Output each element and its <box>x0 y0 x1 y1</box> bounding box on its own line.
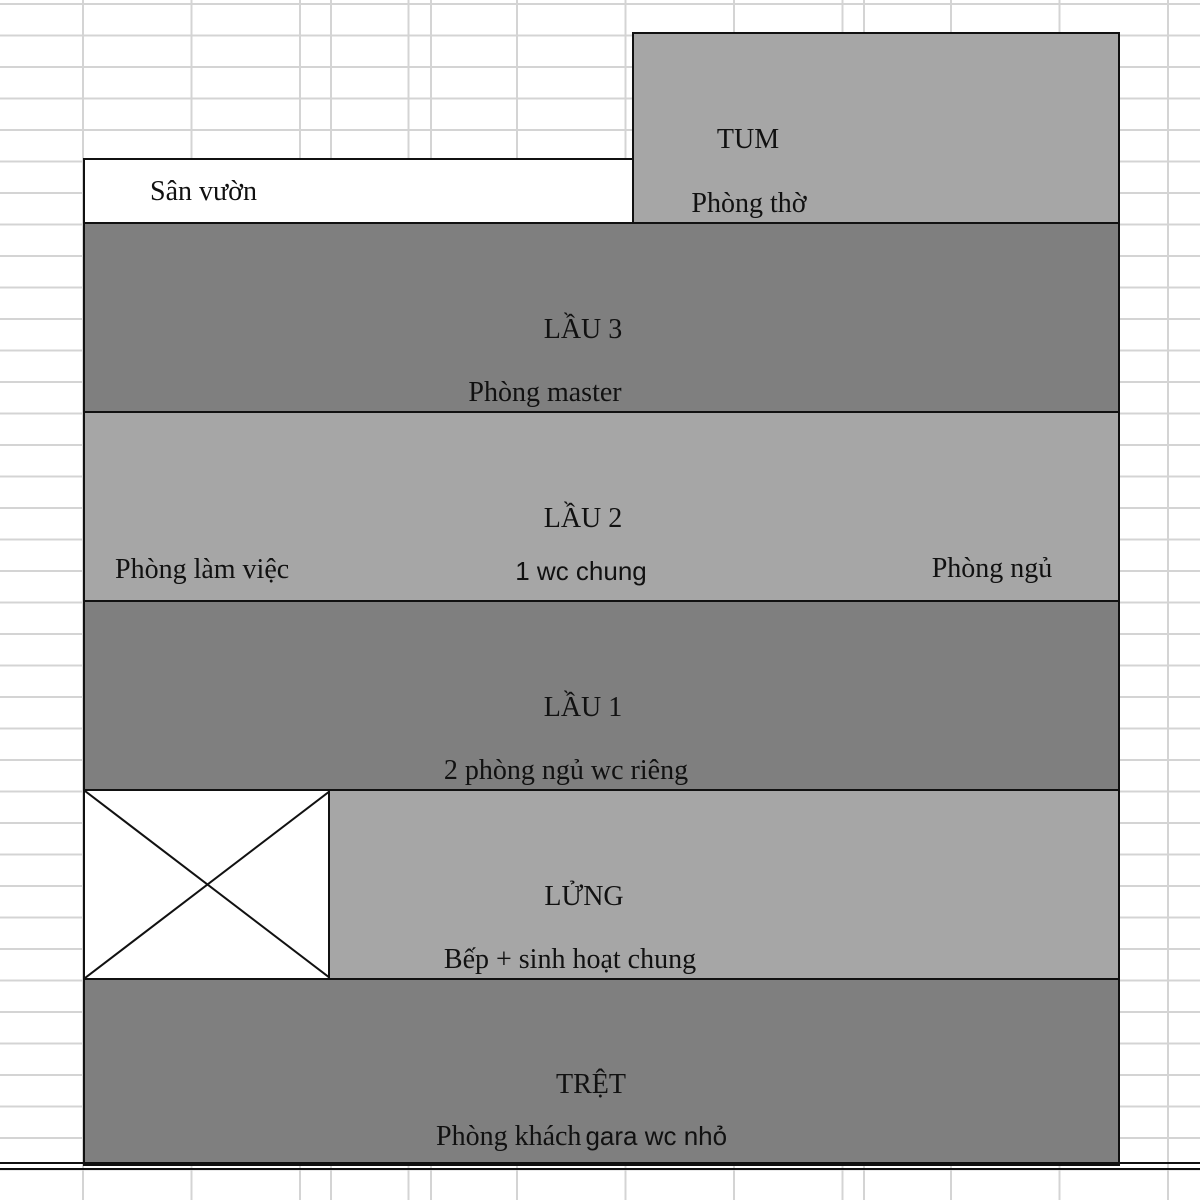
lau3-room: Phòng master <box>468 377 622 408</box>
void-cross-icon <box>85 791 330 978</box>
ground-line <box>0 1162 1200 1164</box>
lau1-title: LẦU 1 <box>543 692 623 723</box>
lung-title: LỬNG <box>544 881 624 912</box>
tum-title: TUM <box>716 124 780 155</box>
lau3-title: LẦU 3 <box>543 314 623 345</box>
tret-title: TRỆT <box>556 1069 626 1100</box>
lau2-title: LẦU 2 <box>543 503 623 534</box>
ground-line <box>0 1168 1200 1170</box>
lung-room: Bếp + sinh hoạt chung <box>443 944 697 975</box>
garden-label: Sân vườn <box>150 176 257 207</box>
lau2-room-center: 1 wc chung <box>515 556 647 586</box>
tret-room-main: Phòng khách <box>436 1121 582 1152</box>
lau1-room: 2 phòng ngủ wc riêng <box>443 755 689 786</box>
tum-room: Phòng thờ <box>691 188 807 219</box>
void-cell <box>85 791 330 978</box>
lau2-room-right: Phòng ngủ <box>931 553 1053 584</box>
tret-room <box>436 1123 727 1151</box>
tret-room-extra: gara wc nhỏ <box>585 1121 728 1151</box>
lau2-room-left: Phòng làm việc <box>115 554 290 585</box>
